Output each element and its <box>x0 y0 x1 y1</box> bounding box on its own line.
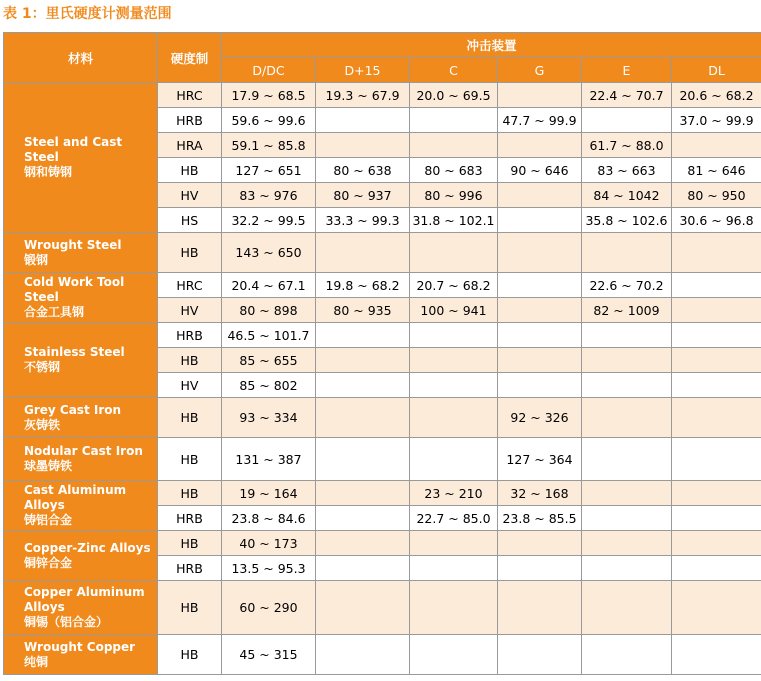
material-name-zh: 铸铝合金 <box>24 513 73 527</box>
range-cell <box>582 233 672 273</box>
range-cell <box>582 635 672 675</box>
range-cell: 100 ~ 941 <box>410 298 498 323</box>
range-cell: 127 ~ 651 <box>222 158 316 183</box>
range-cell: 47.7 ~ 99.9 <box>498 108 582 133</box>
table-row <box>4 581 761 635</box>
range-cell <box>672 438 761 481</box>
table-row <box>4 438 761 481</box>
range-cell: 80 ~ 950 <box>672 183 761 208</box>
range-cell <box>672 635 761 675</box>
material-cell <box>4 581 158 635</box>
range-cell <box>498 581 582 635</box>
scale-cell: HRA <box>158 133 222 158</box>
range-cell <box>672 531 761 556</box>
material-name-zh: 球墨铸铁 <box>24 459 73 473</box>
range-cell: 22.7 ~ 85.0 <box>410 506 498 531</box>
table-row <box>4 398 761 438</box>
scale-cell: HV <box>158 183 222 208</box>
range-cell: 61.7 ~ 88.0 <box>582 133 672 158</box>
range-cell: 17.9 ~ 68.5 <box>222 83 316 108</box>
material-name-zh: 灰铸铁 <box>24 417 61 432</box>
range-cell <box>672 323 761 348</box>
range-cell: 35.8 ~ 102.6 <box>582 208 672 233</box>
range-cell <box>410 348 498 373</box>
range-cell <box>582 323 672 348</box>
range-cell <box>582 556 672 581</box>
range-cell <box>672 556 761 581</box>
range-cell <box>316 373 410 398</box>
range-cell: 20.7 ~ 68.2 <box>410 273 498 298</box>
range-cell: 59.1 ~ 85.8 <box>222 133 316 158</box>
material-cell <box>4 635 158 675</box>
scale-cell: HV <box>158 373 222 398</box>
material-cell <box>4 273 158 323</box>
range-cell: 45 ~ 315 <box>222 635 316 675</box>
scale-cell: HB <box>158 158 222 183</box>
range-cell: 85 ~ 655 <box>222 348 316 373</box>
range-cell <box>672 348 761 373</box>
table-body <box>4 83 761 675</box>
range-cell <box>672 273 761 298</box>
scale-cell: HRC <box>158 83 222 108</box>
range-cell <box>582 481 672 506</box>
range-cell <box>316 233 410 273</box>
range-cell <box>582 373 672 398</box>
range-cell <box>672 581 761 635</box>
scale-cell: HB <box>158 531 222 556</box>
range-cell <box>410 398 498 438</box>
table-row <box>4 635 761 675</box>
range-cell <box>410 581 498 635</box>
range-cell: 31.8 ~ 102.1 <box>410 208 498 233</box>
range-cell: 93 ~ 334 <box>222 398 316 438</box>
range-cell <box>672 133 761 158</box>
table-row <box>4 273 761 298</box>
scale-cell: HB <box>158 581 222 635</box>
range-cell <box>316 635 410 675</box>
range-cell: 82 ~ 1009 <box>582 298 672 323</box>
range-cell <box>410 323 498 348</box>
range-cell <box>498 273 582 298</box>
scale-cell: HB <box>158 635 222 675</box>
range-cell <box>498 298 582 323</box>
range-cell <box>672 373 761 398</box>
range-cell: 80 ~ 935 <box>316 298 410 323</box>
range-cell <box>498 83 582 108</box>
range-cell <box>410 108 498 133</box>
range-cell: 46.5 ~ 101.7 <box>222 323 316 348</box>
range-cell: 131 ~ 387 <box>222 438 316 481</box>
material-cell <box>4 481 158 531</box>
range-cell <box>672 398 761 438</box>
range-cell <box>582 506 672 531</box>
range-cell <box>498 208 582 233</box>
range-cell <box>410 133 498 158</box>
range-cell: 13.5 ~ 95.3 <box>222 556 316 581</box>
range-cell: 19.8 ~ 68.2 <box>316 273 410 298</box>
range-cell <box>316 348 410 373</box>
material-name-en: Nodular Cast Iron <box>24 444 143 458</box>
range-cell <box>410 635 498 675</box>
range-cell <box>316 531 410 556</box>
range-cell <box>498 373 582 398</box>
range-cell: 80 ~ 937 <box>316 183 410 208</box>
range-cell <box>410 233 498 273</box>
material-name-en: Copper Aluminum Alloys <box>24 585 145 614</box>
range-cell <box>582 531 672 556</box>
range-cell <box>410 531 498 556</box>
range-cell: 33.3 ~ 99.3 <box>316 208 410 233</box>
material-header: 材料 <box>4 33 158 83</box>
material-name-zh: 铜锌合金 <box>24 555 73 570</box>
range-cell: 80 ~ 683 <box>410 158 498 183</box>
range-cell <box>498 183 582 208</box>
material-cell <box>4 233 158 273</box>
range-cell <box>582 108 672 133</box>
range-cell: 32 ~ 168 <box>498 481 582 506</box>
impact-device-header: 冲击装置 <box>222 33 761 58</box>
material-cell <box>4 438 158 481</box>
range-cell <box>672 506 761 531</box>
range-cell <box>672 481 761 506</box>
range-cell: 83 ~ 663 <box>582 158 672 183</box>
range-cell: 80 ~ 638 <box>316 158 410 183</box>
range-cell <box>410 373 498 398</box>
device-header: E <box>582 58 672 83</box>
range-cell <box>316 438 410 481</box>
scale-header: 硬度制 <box>158 33 222 83</box>
range-cell: 37.0 ~ 99.9 <box>672 108 761 133</box>
table-row <box>4 481 761 506</box>
material-cell <box>4 398 158 438</box>
scale-cell: HRC <box>158 273 222 298</box>
device-header: D/DC <box>222 58 316 83</box>
scale-cell: HB <box>158 398 222 438</box>
range-cell <box>582 581 672 635</box>
device-header: C <box>410 58 498 83</box>
scale-cell: HRB <box>158 108 222 133</box>
range-cell: 85 ~ 802 <box>222 373 316 398</box>
range-cell: 59.6 ~ 99.6 <box>222 108 316 133</box>
range-cell: 23.8 ~ 85.5 <box>498 506 582 531</box>
range-cell: 83 ~ 976 <box>222 183 316 208</box>
material-name-en: Steel and Cast Steel <box>24 135 123 164</box>
material-name-zh: 钢和铸钢 <box>24 165 73 179</box>
range-cell: 84 ~ 1042 <box>582 183 672 208</box>
table-row <box>4 323 761 348</box>
material-name-zh: 铜锡（铝合金） <box>24 615 109 629</box>
range-cell <box>498 348 582 373</box>
range-cell <box>498 635 582 675</box>
device-header: DL <box>672 58 761 83</box>
material-name-en: Wrought Copper <box>24 639 136 654</box>
material-name-en: Cold Work Tool Steel <box>24 275 125 304</box>
scale-cell: HS <box>158 208 222 233</box>
range-cell: 90 ~ 646 <box>498 158 582 183</box>
material-cell <box>4 323 158 398</box>
range-cell: 20.4 ~ 67.1 <box>222 273 316 298</box>
scale-cell: HRB <box>158 556 222 581</box>
range-cell <box>498 556 582 581</box>
range-cell: 19 ~ 164 <box>222 481 316 506</box>
range-cell: 32.2 ~ 99.5 <box>222 208 316 233</box>
material-cell <box>4 531 158 581</box>
table-caption: 表 1：里氏硬度计测量范围 <box>3 6 172 22</box>
scale-cell: HRB <box>158 323 222 348</box>
range-cell: 40 ~ 173 <box>222 531 316 556</box>
range-cell <box>316 506 410 531</box>
table-row <box>4 233 761 273</box>
range-cell: 23.8 ~ 84.6 <box>222 506 316 531</box>
range-cell <box>582 438 672 481</box>
scale-cell: HV <box>158 298 222 323</box>
scale-cell: HRB <box>158 506 222 531</box>
range-cell: 80 ~ 996 <box>410 183 498 208</box>
range-cell: 23 ~ 210 <box>410 481 498 506</box>
range-cell <box>410 556 498 581</box>
range-cell: 30.6 ~ 96.8 <box>672 208 761 233</box>
scale-cell: HB <box>158 481 222 506</box>
range-cell: 22.6 ~ 70.2 <box>582 273 672 298</box>
range-cell <box>316 481 410 506</box>
hardness-range-table <box>3 32 761 675</box>
material-name-en: Cast Aluminum Alloys <box>24 483 127 512</box>
scale-cell: HB <box>158 233 222 273</box>
range-cell <box>316 581 410 635</box>
range-cell: 143 ~ 650 <box>222 233 316 273</box>
material-name-zh: 合金工具钢 <box>24 305 85 319</box>
range-cell: 60 ~ 290 <box>222 581 316 635</box>
range-cell <box>316 133 410 158</box>
range-cell <box>498 133 582 158</box>
material-name-en: Grey Cast Iron <box>24 402 122 417</box>
range-cell <box>316 323 410 348</box>
range-cell: 22.4 ~ 70.7 <box>582 83 672 108</box>
table-row <box>4 531 761 556</box>
range-cell <box>316 398 410 438</box>
range-cell: 20.6 ~ 68.2 <box>672 83 761 108</box>
material-name-zh: 锻钢 <box>24 252 49 267</box>
material-name-zh: 纯铜 <box>24 654 49 669</box>
range-cell <box>582 398 672 438</box>
scale-cell: HB <box>158 438 222 481</box>
scale-cell: HB <box>158 348 222 373</box>
range-cell: 80 ~ 898 <box>222 298 316 323</box>
range-cell <box>410 438 498 481</box>
material-name-en: Stainless Steel <box>24 345 125 359</box>
material-cell <box>4 83 158 233</box>
material-name-zh: 不锈钢 <box>24 360 61 374</box>
range-cell: 20.0 ~ 69.5 <box>410 83 498 108</box>
material-name-en: Copper-Zinc Alloys <box>24 540 151 555</box>
range-cell: 81 ~ 646 <box>672 158 761 183</box>
range-cell <box>316 108 410 133</box>
range-cell <box>582 348 672 373</box>
device-header: G <box>498 58 582 83</box>
range-cell: 127 ~ 364 <box>498 438 582 481</box>
range-cell <box>498 531 582 556</box>
range-cell <box>672 233 761 273</box>
range-cell: 19.3 ~ 67.9 <box>316 83 410 108</box>
range-cell <box>498 323 582 348</box>
range-cell: 92 ~ 326 <box>498 398 582 438</box>
table-row <box>4 83 761 108</box>
range-cell <box>316 556 410 581</box>
device-header: D+15 <box>316 58 410 83</box>
range-cell <box>498 233 582 273</box>
range-cell <box>672 298 761 323</box>
material-name-en: Wrought Steel <box>24 237 122 252</box>
